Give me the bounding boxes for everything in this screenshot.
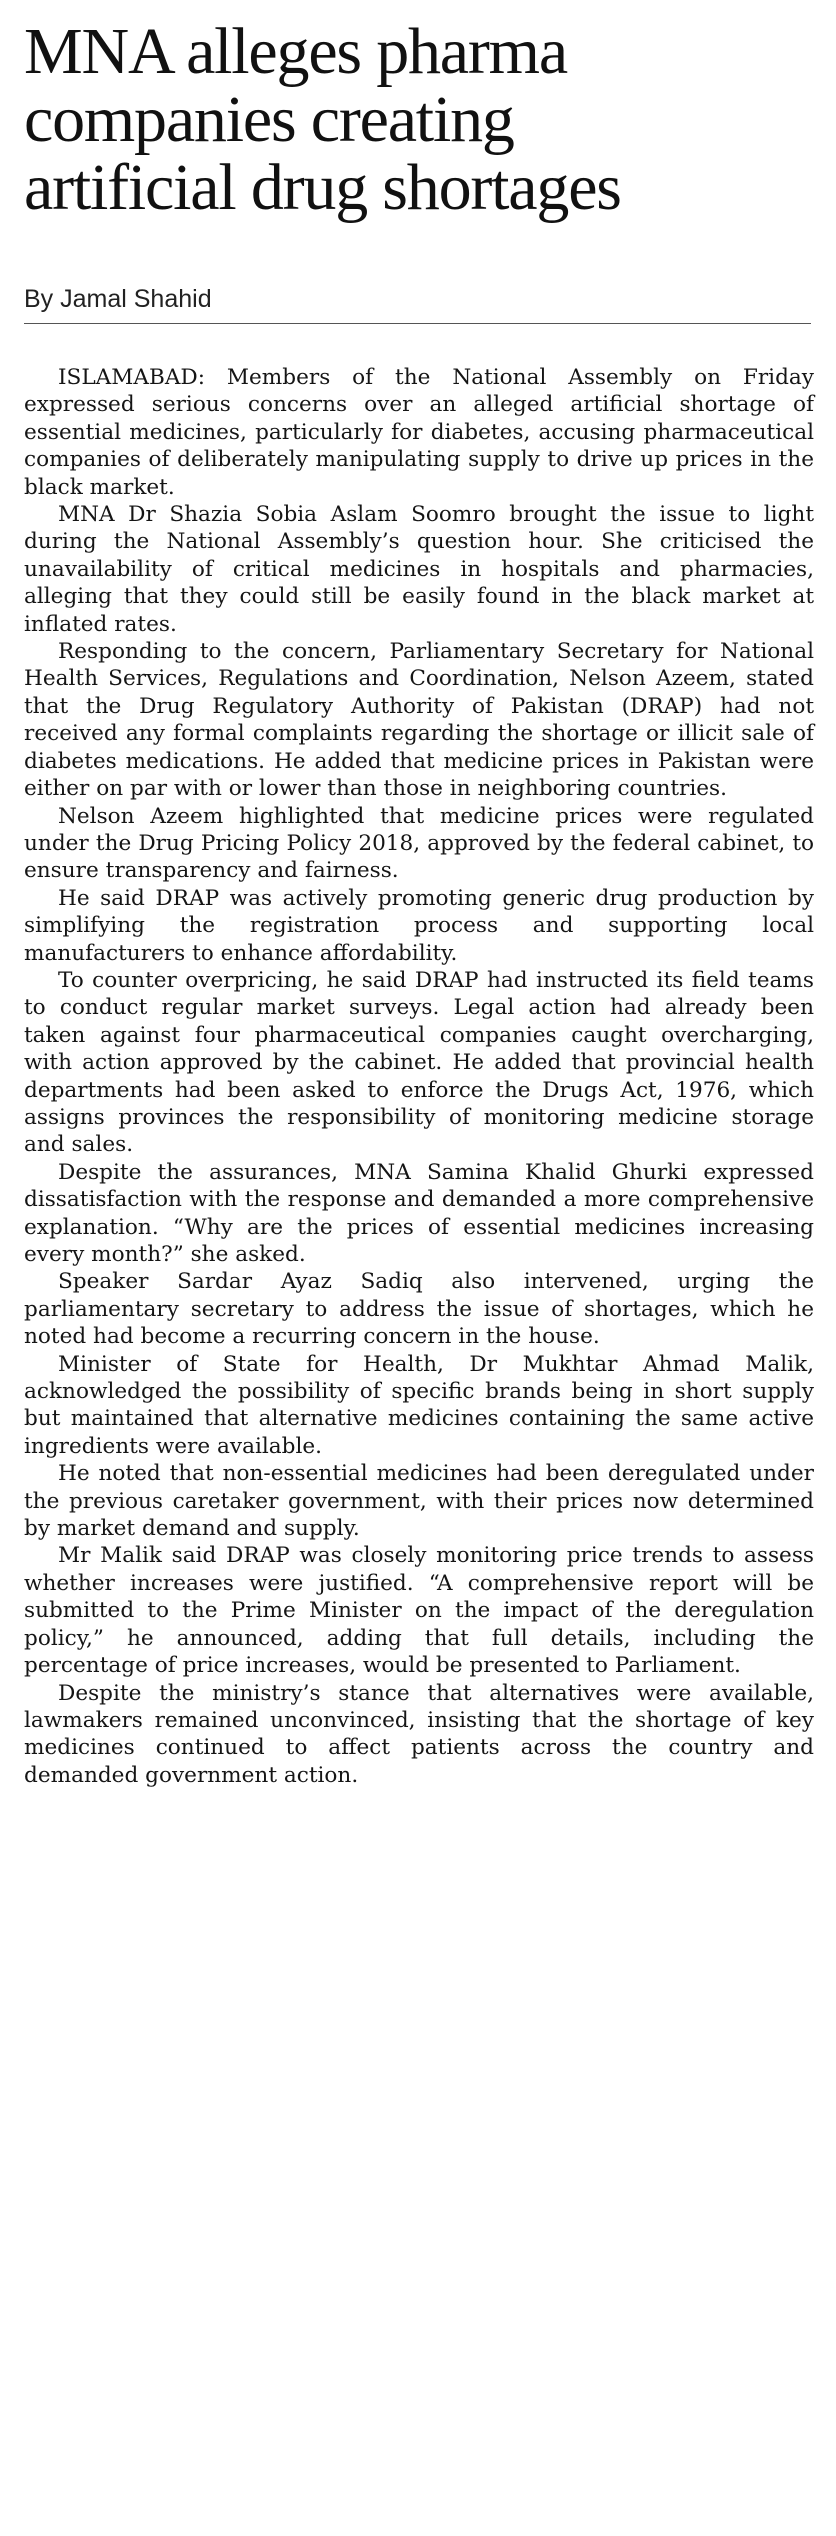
paragraph: He said DRAP was actively promoting generic drug production by simplifying the registration process and supporting local manufacturers to enhance affordability. bbox=[24, 885, 814, 966]
headline-line: companies creating bbox=[24, 83, 514, 156]
headline bbox=[24, 15, 814, 224]
paragraph: Despite the assurances, MNA Samina Khalid Ghurki expressed dissatisfaction with the response and demanded a more comprehensive explanation. “Why are the prices of essential medicines increasing every month?” she asked. bbox=[24, 1159, 814, 1267]
paragraph: ISLAMABAD: Members of the National Assembly on Friday expressed serious concerns over an alleged artificial shortage of essential medicines, particularly for diabetes, accusing pharmaceutical companies of deliberately manipulating supply to drive up prices in the black market. bbox=[24, 365, 814, 500]
paragraph: Minister of State for Health, Dr Mukhtar Ahmad Malik, acknowledged the possibility of specific brands being in short supply but maintained that alternative medicines containing the same active ingredients were available. bbox=[24, 1351, 814, 1459]
paragraph: Despite the ministry’s stance that alternatives were available, lawmakers remained unconvinced, insisting that the shortage of key medicines continued to affect patients across the country and demanded government action. bbox=[24, 1680, 814, 1788]
paragraph: Responding to the concern, Parliamentary Secretary for National Health Services, Regulations and Coordination, Nelson Azeem, stated that the Drug Regulatory Authority of Pakistan (DRAP) had not received any formal complaints regarding the shortage or illicit sale of diabetes medications. He added that medicine prices in Pakistan were either on par with or lower than those in neighboring countries. bbox=[24, 639, 814, 802]
paragraph: Nelson Azeem highlighted that medicine prices were regulated under the Drug Pricing Policy 2018, approved by the federal cabinet, to ensure transparency and fairness. bbox=[24, 803, 814, 884]
paragraph: MNA Dr Shazia Sobia Aslam Soomro brought the issue to light during the National Assembly’s question hour. She criticised the unavailability of critical medicines in hospitals and pharmacies, alleging that they could still be easily found in the black market at inflated rates. bbox=[24, 502, 814, 637]
headline-line: artificial drug shortages bbox=[24, 151, 621, 224]
news-article bbox=[24, 15, 814, 1789]
paragraph: To counter overpricing, he said DRAP had instructed its field teams to conduct regular market surveys. Legal action had already been taken against four pharmaceutical companies caught overcharging, with action approved by the cabinet. He added that provincial health departments had been asked to enforce the Drugs Act, 1976, which assigns provinces the responsibility of monitoring medicine storage and sales. bbox=[24, 967, 814, 1158]
paragraph: Speaker Sardar Ayaz Sadiq also intervened, urging the parliamentary secretary to address the issue of shortages, which he noted had become a recurring concern in the house. bbox=[24, 1269, 814, 1350]
paragraph: Mr Malik said DRAP was closely monitoring price trends to assess whether increases were justified. “A comprehensive report will be submitted to the Prime Minister on the impact of the deregulation policy,” he announced, adding that full details, including the percentage of price increases, would be presented to Parliament. bbox=[24, 1543, 814, 1679]
headline-line: MNA alleges pharma bbox=[24, 15, 567, 88]
paragraph: He noted that non-essential medicines had been deregulated under the previous caretaker government, with their prices now determined by market demand and supply. bbox=[24, 1461, 814, 1542]
article-body bbox=[24, 364, 814, 1789]
byline: By Jamal Shahid bbox=[24, 284, 811, 324]
